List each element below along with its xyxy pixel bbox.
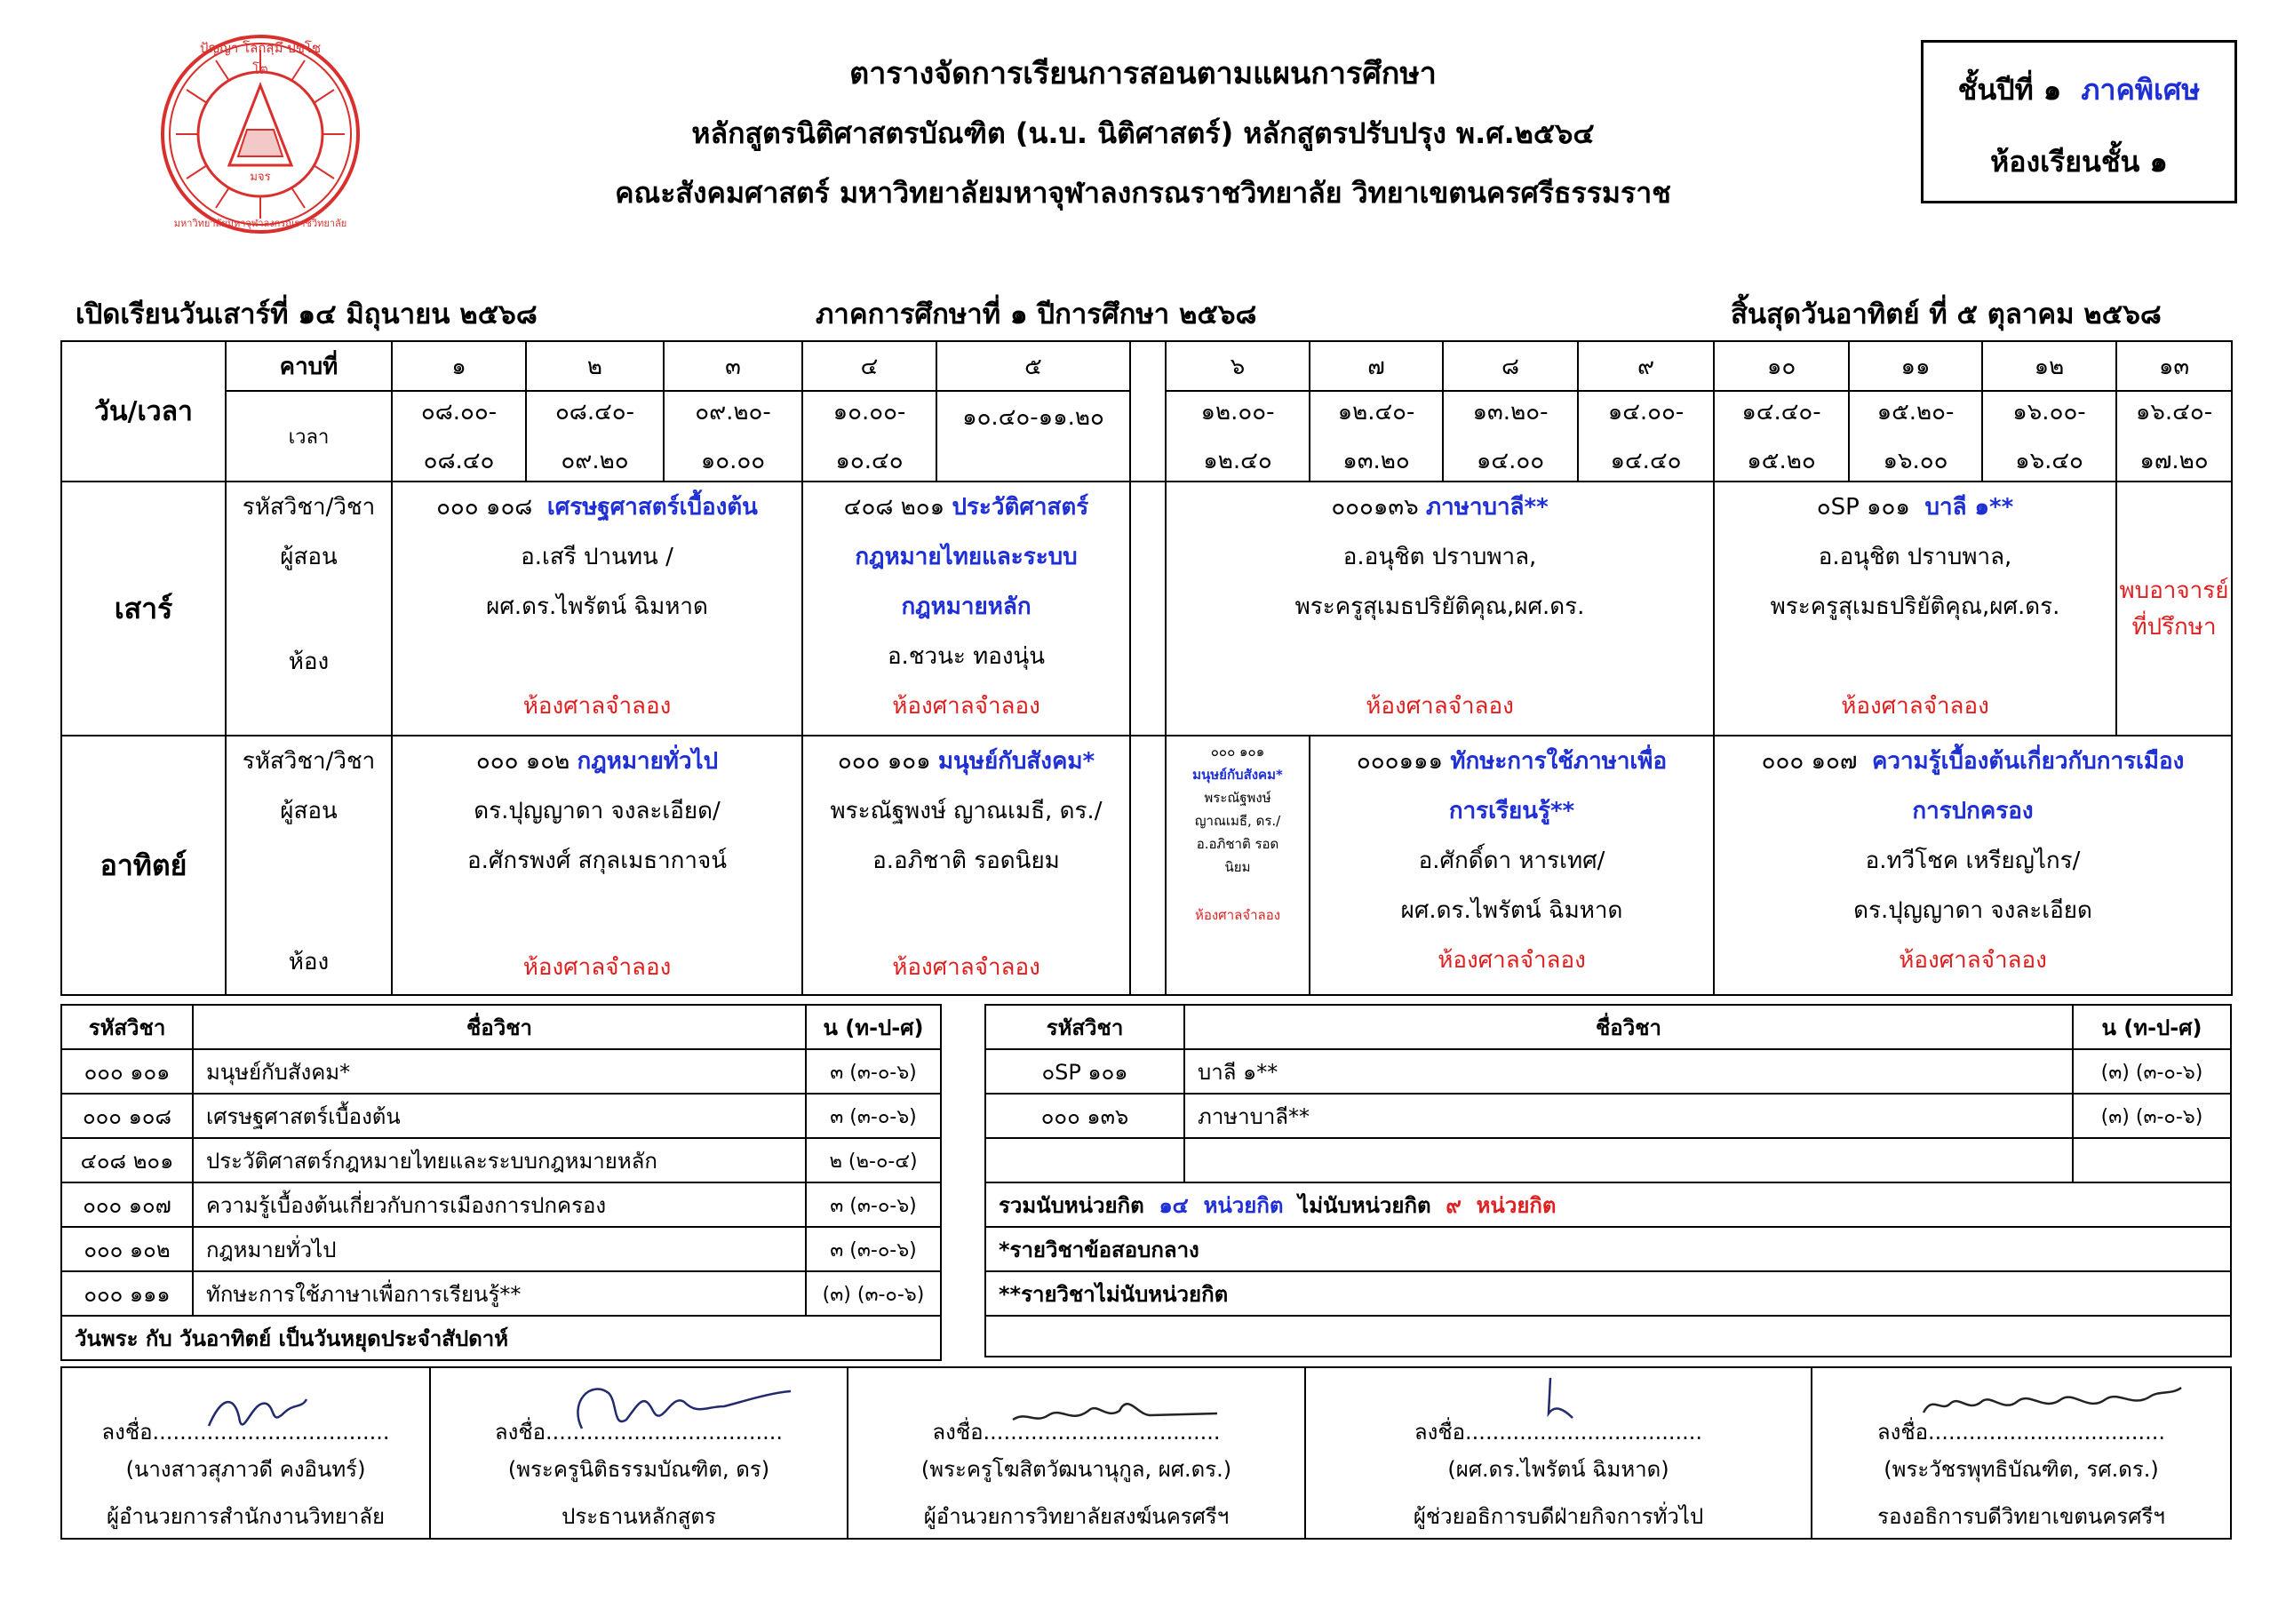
col-code-header: รหัสวิชา xyxy=(61,1005,193,1049)
period-3: ๓ xyxy=(664,341,802,391)
holiday-note: วันพระ กับ วันอาทิตย์ เป็นวันหยุดประจำสัปดาห์ xyxy=(61,1316,941,1360)
col-name-header-right: ชื่อวิชา xyxy=(1184,1005,2073,1049)
period-9: ๙ xyxy=(1578,341,1714,391)
col-name-header: ชื่อวิชา xyxy=(193,1005,806,1049)
course-list-left xyxy=(60,1004,942,1361)
table-row: ๔๐๘ ๒๐๑ ประวัติศาสตร์กฎหมายไทยและระบบกฎหมายหลัก ๒ (๒-๐-๔) xyxy=(61,1138,941,1182)
table-row: ๐๐๐ ๑๑๑ ทักษะการใช้ภาษาเพื่อการเรียนรู้** (๓) (๓-๐-๖) xyxy=(61,1271,941,1316)
day-time-header: วัน/เวลา xyxy=(61,341,226,482)
credit-total: รวมนับหน่วยกิต ๑๔ หน่วยกิต ไม่นับหน่วยกิต ๙ หน่วยกิต xyxy=(985,1182,2231,1227)
signature-1: ลงชื่อ................................... (นางสาวสุภาวดี คงอินทร์) ผู้อำนวยการสำนักงานวิทยาลัย xyxy=(61,1367,430,1539)
time-12: ๑๖.๐๐- ๑๖.๔๐ xyxy=(1982,391,2116,482)
sun-course-politics: ๐๐๐ ๑๐๗ ความรู้เบื้องต้นเกี่ยวกับการเมือง การปกครอง อ.ทวีโชค เหรียญไกร/ ดร.ปุญญาดา จงละเอียด ห้องศาลจำลอง xyxy=(1714,736,2232,995)
table-row: ๐๐๐ ๑๐๒ กฎหมายทั่วไป ๓ (๓-๐-๖) xyxy=(61,1227,941,1271)
signature-4: ลงชื่อ................................... (ผศ.ดร.ไพรัตน์ ฉิมหาด) ผู้ช่วยอธิการบดีฝ่ายกิจการทั่วไป xyxy=(1305,1367,1812,1539)
seal-center-text: มจร xyxy=(250,171,271,184)
note-central-exam: *รายวิชาข้อสอบกลาง xyxy=(985,1227,2231,1271)
sat-course-pali-1: ๐SP ๑๐๑ บาลี ๑** อ.อนุชิต ปราบพาล, พระครูสุเมธปริยัติคุณ,ผศ.ดร. ห้องศาลจำลอง xyxy=(1714,482,2116,736)
period-13: ๑๓ xyxy=(2116,341,2232,391)
signature-3: ลงชื่อ................................... (พระครูโฆสิตวัฒนานุกูล, ผศ.ดร.) ผู้อำนวยการวิทยาลัยสงฆ์นครศรีฯ xyxy=(848,1367,1305,1539)
time-5: ๑๐.๔๐-๑๑.๒๐ xyxy=(936,391,1130,482)
day-sunday: อาทิตย์ xyxy=(61,736,226,995)
period-6: ๖ xyxy=(1166,341,1310,391)
signature-2: ลงชื่อ................................... (พระครูนิติธรรมบัณฑิต, ดร) ประธานหลักสูตร xyxy=(430,1367,848,1539)
table-row: ๐๐๐ ๑๐๗ ความรู้เบื้องต้นเกี่ยวกับการเมืองการปกครอง ๓ (๓-๐-๖) xyxy=(61,1182,941,1227)
sun-course-man-society: ๐๐๐ ๑๐๑ มนุษย์กับสังคม* พระณัฐพงษ์ ญาณเมธี, ดร./ อ.อภิชาติ รอดนิยม ห้องศาลจำลอง xyxy=(802,736,1130,995)
course-list-right xyxy=(984,1004,2232,1357)
start-date: เปิดเรียนวันเสาร์ที่ ๑๔ มิถุนายน ๒๕๖๘ xyxy=(76,299,538,330)
time-9: ๑๔.๐๐- ๑๔.๔๐ xyxy=(1578,391,1714,482)
table-row: ๐๐๐ ๑๐๘ เศรษฐศาสตร์เบื้องต้น ๓ (๓-๐-๖) xyxy=(61,1094,941,1138)
period-4: ๔ xyxy=(802,341,936,391)
time-3: ๐๙.๒๐- ๑๐.๐๐ xyxy=(664,391,802,482)
sun-course-general-law: ๐๐๐ ๑๐๒ กฎหมายทั่วไป ดร.ปุญญาดา จงละเอียด/ อ.ศักรพงศ์ สกุลเมธากาจน์ ห้องศาลจำลอง xyxy=(392,736,802,995)
sat-course-legal-history: ๔๐๘ ๒๐๑ ประวัติศาสตร์ กฎหมายไทยและระบบ กฎหมายหลัก อ.ชวนะ ทองนุ่น ห้องศาลจำลอง xyxy=(802,482,1130,736)
period-10: ๑๐ xyxy=(1714,341,1849,391)
period-8: ๘ xyxy=(1443,341,1578,391)
program-type: ภาคพิเศษ xyxy=(2081,73,2201,107)
time-label: เวลา xyxy=(226,391,392,482)
sat-course-economics: ๐๐๐ ๑๐๘ เศรษฐศาสตร์เบื้องต้น อ.เสรี ปานทน / ผศ.ดร.ไพรัตน์ ฉิมหาด ห้องศาลจำลอง xyxy=(392,482,802,736)
time-10: ๑๔.๔๐- ๑๕.๒๐ xyxy=(1714,391,1849,482)
end-date: สิ้นสุดวันอาทิตย์ ที่ ๕ ตุลาคม ๒๕๖๘ xyxy=(1731,299,2162,330)
time-11: ๑๕.๒๐- ๑๖.๐๐ xyxy=(1849,391,1982,482)
time-7: ๑๒.๔๐- ๑๓.๒๐ xyxy=(1310,391,1443,482)
seal-motto: ปัญญา โลกสฺมึ ปชฺโชโต xyxy=(199,40,322,77)
day-saturday: เสาร์ xyxy=(61,482,226,736)
time-2: ๐๘.๔๐- ๐๙.๒๐ xyxy=(526,391,664,482)
sat-course-pali-language: ๐๐๐๑๓๖ ภาษาบาลี** อ.อนุชิต ปราบพาล, พระครูสุเมธปริยัติคุณ,ผศ.ดร. ห้องศาลจำลอง xyxy=(1166,482,1714,736)
table-row: ๐๐๐ ๑๓๖ ภาษาบาลี** (๓) (๓-๐-๖) xyxy=(985,1094,2231,1138)
sat-advisor-meeting: พบอาจารย์ที่ปรึกษา xyxy=(2116,482,2232,736)
lunch-break-column xyxy=(1130,341,1166,482)
time-1: ๐๘.๐๐- ๐๘.๔๐ xyxy=(392,391,526,482)
year-label: ชั้นปีที่ ๑ xyxy=(1957,73,2062,107)
signature-table xyxy=(60,1366,2232,1540)
sun-course-man-society-small: ๐๐๐ ๑๐๑ มนุษย์กับสังคม* พระณัฐพงษ์ ญาณเมธี, ดร./ อ.อภิชาติ รอด นิยม ห้องศาลจำลอง xyxy=(1166,736,1310,995)
page-title: ตารางจัดการเรียนการสอนตามแผนการศึกษา xyxy=(849,56,1437,92)
col-credit-header-right: น (ท-ป-ศ) xyxy=(2073,1005,2231,1049)
seal-university-name: มหาวิทยาลัยมหาจุฬาลงกรณราชวิทยาลัย xyxy=(173,218,347,229)
col-credit-header: น (ท-ป-ศ) xyxy=(806,1005,941,1049)
period-7: ๗ xyxy=(1310,341,1443,391)
time-13: ๑๖.๔๐- ๑๗.๒๐ xyxy=(2116,391,2232,482)
row-labels-saturday: รหัสวิชา/วิชา ผู้สอน ห้อง xyxy=(226,482,392,736)
col-code-header-right: รหัสวิชา xyxy=(985,1005,1184,1049)
period-11: ๑๑ xyxy=(1849,341,1982,391)
signature-5: ลงชื่อ................................... (พระวัชรพุทธิบัณฑิต, รศ.ดร.) รองอธิการบดีวิทยาเขตนครศรีฯ xyxy=(1812,1367,2231,1539)
row-labels-sunday: รหัสวิชา/วิชา ผู้สอน ห้อง xyxy=(226,736,392,995)
year-box xyxy=(1921,40,2237,203)
faculty-title: คณะสังคมศาสตร์ มหาวิทยาลัยมหาจุฬาลงกรณราชวิทยาลัย วิทยาเขตนครศรีธรรมราช xyxy=(615,176,1671,210)
table-row: ๐SP ๑๐๑ บาลี ๑** (๓) (๓-๐-๖) xyxy=(985,1049,2231,1094)
note-non-credit: **รายวิชาไม่นับหน่วยกิต xyxy=(985,1271,2231,1316)
period-label: คาบที่ xyxy=(226,341,392,391)
period-2: ๒ xyxy=(526,341,664,391)
period-1: ๑ xyxy=(392,341,526,391)
classroom-label: ห้องเรียนชั้น ๑ xyxy=(1990,145,2168,179)
schedule-table xyxy=(60,340,2233,996)
period-5: ๕ xyxy=(936,341,1130,391)
curriculum-title: หลักสูตรนิติศาสตรบัณฑิต (น.บ. นิติศาสตร์) หลักสูตรปรับปรุง พ.ศ.๒๕๖๔ xyxy=(691,116,1595,150)
time-8: ๑๓.๒๐- ๑๔.๐๐ xyxy=(1443,391,1578,482)
sun-lunch-cell xyxy=(1130,736,1166,995)
semester-label: ภาคการศึกษาที่ ๑ ปีการศึกษา ๒๕๖๘ xyxy=(816,299,1257,330)
time-4: ๑๐.๐๐- ๑๐.๔๐ xyxy=(802,391,936,482)
sat-lunch-cell xyxy=(1130,482,1166,736)
time-6: ๑๒.๐๐- ๑๒.๔๐ xyxy=(1166,391,1310,482)
period-12: ๑๒ xyxy=(1982,341,2116,391)
sun-course-language-skills: ๐๐๐๑๑๑ ทักษะการใช้ภาษาเพื่อ การเรียนรู้** อ.ศักดิ์ดา หารเทศ/ ผศ.ดร.ไพรัตน์ ฉิมหาด ห้องศาลจำลอง xyxy=(1310,736,1714,995)
table-row: ๐๐๐ ๑๐๑ มนุษย์กับสังคม* ๓ (๓-๐-๖) xyxy=(61,1049,941,1094)
table-row xyxy=(985,1138,2231,1182)
